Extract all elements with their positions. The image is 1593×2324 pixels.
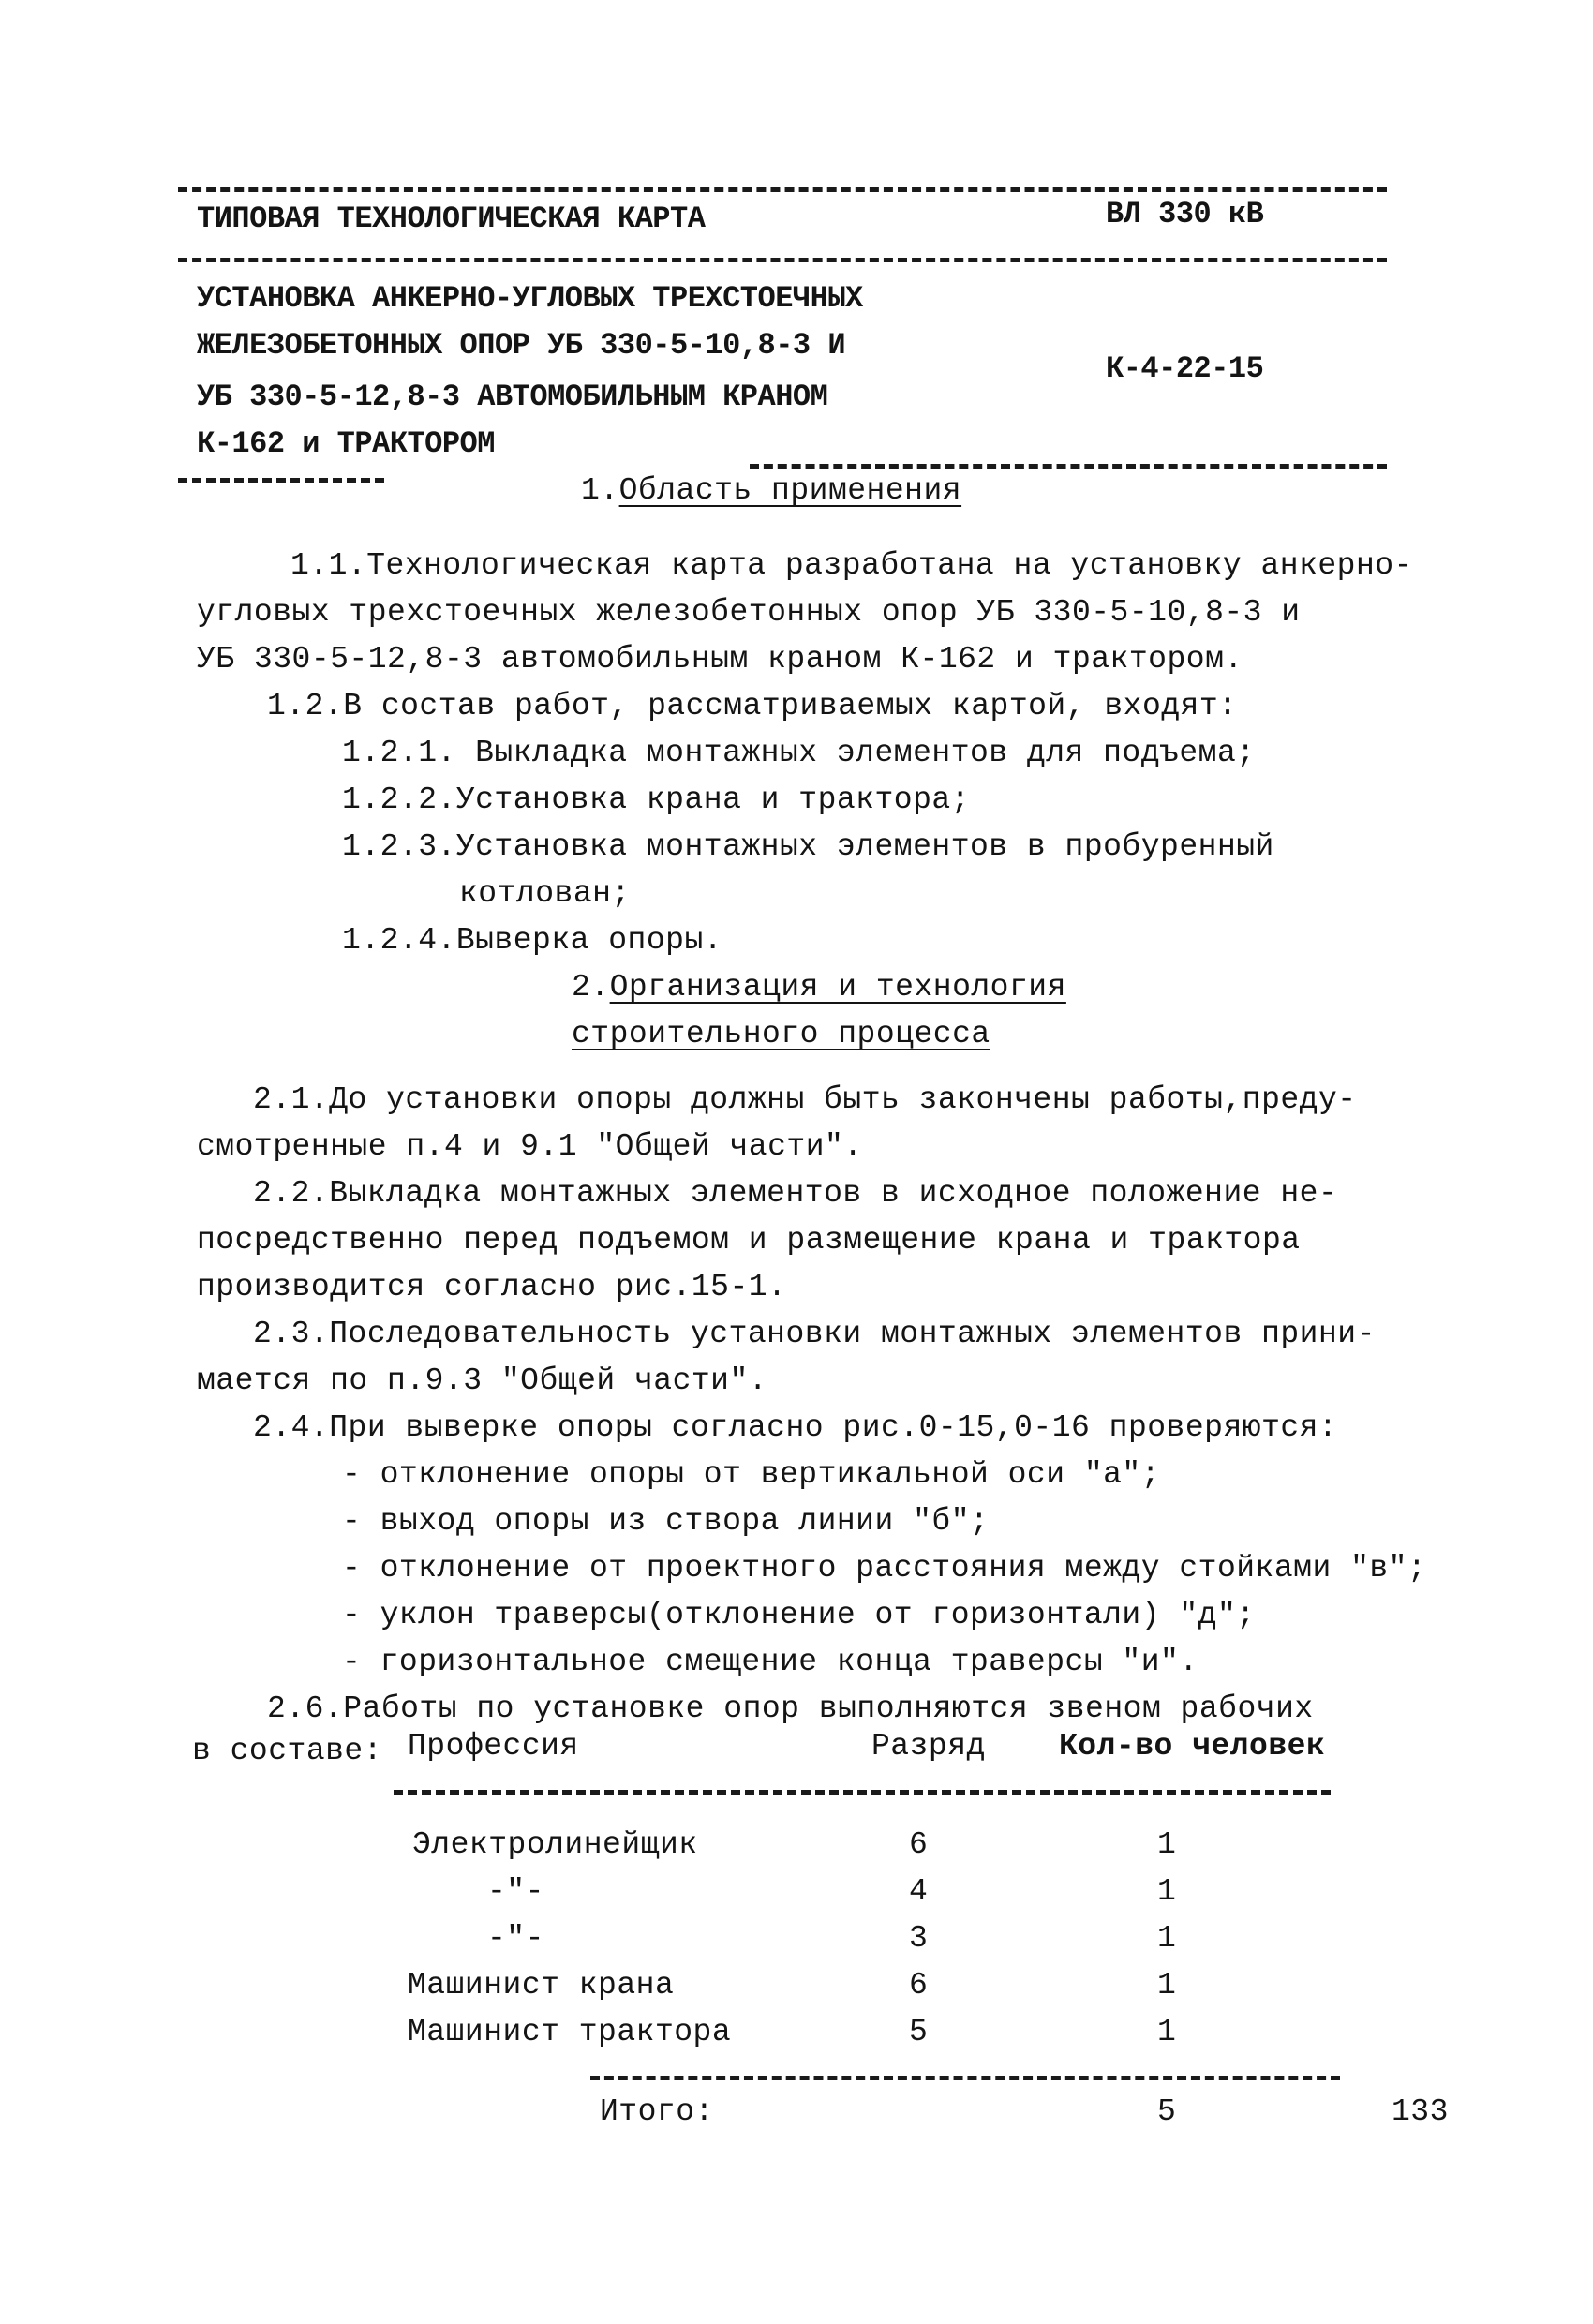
p1-1-line-3: УБ 330-5-12,8-3 автомобильным краном К-162 и трактором. [197,642,1243,677]
table-total-value: 5 [1157,2094,1177,2129]
header-rule-bottom-left [178,478,384,483]
check-item-b: - выход опоры из створа линии "б"; [342,1504,990,1539]
check-item-d: - уклон траверсы(отклонение от горизонтали) "д"; [342,1598,1256,1632]
header-card-number: К-4-22-15 [1106,351,1264,386]
header-subject-line-3: УБ 330-5-12,8-3 АВТОМОБИЛЬНЫМ КРАНОМ [197,380,828,414]
section-1-heading-text: Область применения [618,473,962,508]
header-subject-line-1: УСТАНОВКА АНКЕРНО-УГЛОВЫХ ТРЕХСТОЕЧНЫХ [197,281,863,316]
header-rule-middle [178,258,1387,262]
section-2-heading-line-1 [572,970,1066,1005]
table-row-4-grade: 6 [909,1968,929,2003]
section-2-heading-number: 2. [572,970,610,1005]
table-row-2-grade: 4 [909,1874,929,1909]
table-header-rule [394,1790,1331,1795]
table-header-count: Кол-во человек [1059,1729,1326,1764]
section-2-heading-line-2: строительного процесса [572,1017,990,1051]
table-total-rule [590,2076,1340,2080]
p2-3-line-2: мается по п.9.3 "Общей части". [197,1363,768,1398]
table-header-profession: Профессия [408,1729,579,1764]
p2-1-line-2: смотренные п.4 и 9.1 "Общей части". [197,1129,863,1164]
table-total-label: Итого: [600,2094,714,2129]
section-2-heading-text: Организация и технология [609,970,1066,1005]
work-item-1: 1.2.1. Выкладка монтажных элементов для подъема; [342,736,1256,770]
header-title: ТИПОВАЯ ТЕХНОЛОГИЧЕСКАЯ КАРТА [197,201,706,236]
table-row-5-profession: Машинист трактора [408,2015,732,2049]
header-rule-top [178,187,1387,192]
p1-1-line-1: 1.1.Технологическая карта разработана на установку анкерно- [290,548,1413,583]
work-item-3: 1.2.3.Установка монтажных элементов в пробуренный [342,829,1274,864]
header-subject-line-4: К-162 и ТРАКТОРОМ [197,426,495,461]
check-item-v: - отклонение от проектного расстояния между стойками "в"; [342,1551,1427,1586]
work-item-3-cont: котлован; [459,876,631,911]
check-item-i: - горизонтальное смещение конца траверсы "и". [342,1645,1198,1679]
p2-2-line-2: посредственно перед подъемом и размещение крана и трактора [197,1223,1301,1258]
p2-3-line-1: 2.3.Последовательность установки монтажных элементов прини- [253,1317,1376,1351]
table-row-3-grade: 3 [909,1921,929,1956]
page-number: 133 [1392,2094,1449,2129]
table-row-5-grade: 5 [909,2015,929,2049]
table-row-4-count: 1 [1157,1968,1177,2003]
work-item-4: 1.2.4.Выверка опоры. [342,923,723,958]
p2-2-line-3: производится согласно рис.15-1. [197,1270,787,1304]
p2-6-cont: в составе: [192,1734,383,1768]
p2-6: 2.6.Работы по установке опор выполняются звеном рабочих [267,1691,1314,1726]
header-rule-bottom-right [750,464,1387,469]
check-item-a: - отклонение опоры от вертикальной оси "а"; [342,1457,1161,1492]
p1-2: 1.2.В состав работ, рассматриваемых картой, входят: [267,689,1238,723]
p1-1-line-2: угловых трехстоечных железобетонных опор УБ 330-5-10,8-3 и [197,595,1301,630]
section-1-heading-number: 1. [581,473,619,508]
table-row-1-profession: Электролинейщик [412,1827,698,1862]
header-subject-line-2: ЖЕЛЕЗОБЕТОННЫХ ОПОР УБ 330-5-10,8-3 И [197,328,846,363]
p2-2-line-1: 2.2.Выкладка монтажных элементов в исходное положение не- [253,1176,1338,1211]
table-row-5-count: 1 [1157,2015,1177,2049]
section-1-heading [581,473,961,508]
table-row-3-count: 1 [1157,1921,1177,1956]
table-header-grade: Разряд [871,1729,986,1764]
work-item-2: 1.2.2.Установка крана и трактора; [342,782,971,817]
table-row-2-profession: -"- [487,1874,544,1909]
header-line-code: ВЛ 330 кВ [1106,197,1264,231]
p2-4: 2.4.При выверке опоры согласно рис.0-15,0-16 проверяются: [253,1410,1338,1445]
table-row-2-count: 1 [1157,1874,1177,1909]
table-row-1-grade: 6 [909,1827,929,1862]
p2-1-line-1: 2.1.До установки опоры должны быть закончены работы,преду- [253,1082,1357,1117]
table-row-1-count: 1 [1157,1827,1177,1862]
table-row-3-profession: -"- [487,1921,544,1956]
table-row-4-profession: Машинист крана [408,1968,675,2003]
